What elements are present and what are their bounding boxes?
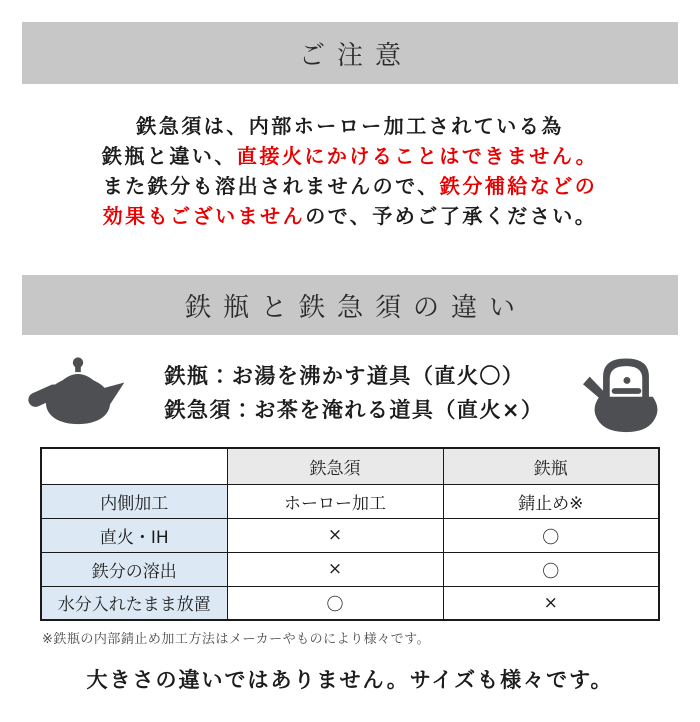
cell-tetsubin-iron-release: 〇 <box>443 552 659 586</box>
notice-paragraph <box>0 111 700 231</box>
cell-kyusu-direct-fire: × <box>227 518 443 552</box>
row-label-inner-coating: 内側加工 <box>41 484 227 518</box>
tools-description <box>164 359 543 427</box>
row-label-leave-water: 水分入れたまま放置 <box>41 586 227 620</box>
comparison-table <box>40 447 660 621</box>
tools-row <box>26 349 674 437</box>
difference-title: 鉄瓶と鉄急須の違い <box>184 292 527 323</box>
tetsubin-description: 鉄瓶：お湯を沸かす道具（直火〇） <box>164 364 525 388</box>
cell-kyusu-inner-coating: ホーロー加工 <box>227 484 443 518</box>
table-row <box>41 518 659 552</box>
cell-kyusu-leave-water: 〇 <box>227 586 443 620</box>
row-label-iron-release: 鉄分の溶出 <box>41 552 227 586</box>
cell-tetsubin-direct-fire: 〇 <box>443 518 659 552</box>
notice-line-3 <box>0 171 700 201</box>
table-row <box>41 552 659 586</box>
notice-line-4 <box>0 201 700 231</box>
kyusu-description: 鉄急須：お茶を淹れる道具（直火×） <box>164 398 544 422</box>
notice-line4-red: 効果もございません <box>102 204 306 228</box>
cell-kyusu-iron-release: × <box>227 552 443 586</box>
table-header-kyusu: 鉄急須 <box>227 448 443 484</box>
notice-line3-black: また鉄分も溶出されませんので、 <box>102 174 440 198</box>
notice-line2-red: 直接火にかけることはできません。 <box>236 144 599 168</box>
notice-title: ご注意 <box>298 40 413 71</box>
notice-line3-red: 鉄分補給などの <box>439 174 598 198</box>
row-label-direct-fire: 直火・IH <box>41 518 227 552</box>
notice-line2-black: 鉄瓶と違い、 <box>101 144 237 168</box>
footer-note: 大きさの違いではありません。サイズも様々です。 <box>86 668 614 692</box>
notice-line-2 <box>0 141 700 171</box>
notice-line1-text: 鉄急須は、内部ホーロー加工されている為 <box>136 114 564 138</box>
table-footnote: ※鉄瓶の内部錆止め加工方法はメーカーやものにより様々です。 <box>42 632 431 647</box>
notice-line4-black: ので、予めご了承ください。 <box>305 204 598 228</box>
table-row <box>41 484 659 518</box>
cell-tetsubin-leave-water: × <box>443 586 659 620</box>
kyusu-teapot-icon <box>26 353 130 433</box>
difference-banner <box>22 275 678 335</box>
tetsubin-kettle-icon <box>578 348 674 438</box>
table-header-blank <box>41 448 227 484</box>
table-header-row <box>41 448 659 484</box>
notice-line-1 <box>0 111 700 141</box>
cell-tetsubin-inner-coating: 錆止め※ <box>443 484 659 518</box>
table-header-tetsubin: 鉄瓶 <box>443 448 659 484</box>
table-row <box>41 586 659 620</box>
notice-banner <box>22 22 678 84</box>
